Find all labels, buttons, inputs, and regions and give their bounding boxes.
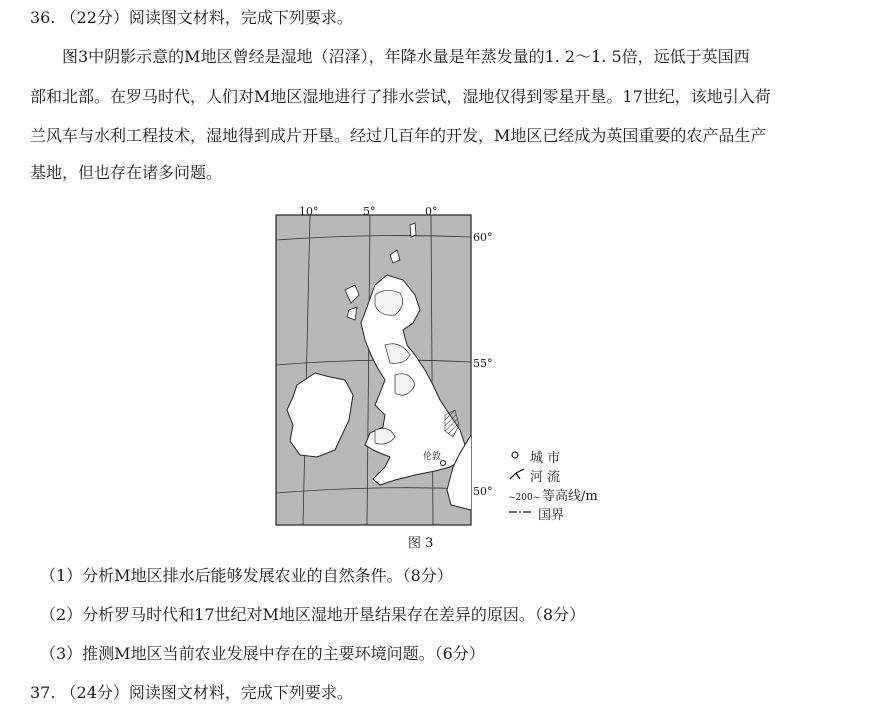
sub-question-3: （3）推测M地区当前农业发展中存在的主要环境问题。（6分） [40,644,485,663]
lat-label-60: 60° [473,231,493,244]
material-paragraph-line-4: 基地，但也存在诸多问题。 [30,163,223,182]
city-icon [508,448,530,466]
london-label: 伦敦 [423,452,442,462]
material-paragraph-line-2: 部和北部。在罗马时代，人们对M地区湿地进行了排水尝试，湿地仅得到零星开垦。17世纪，该地引入荷 [30,87,771,106]
sub-question-1: （1）分析M地区排水后能够发展农业的自然条件。（8分） [40,566,453,585]
legend-border: 国界 [508,504,564,523]
figure-caption: 图 3 [408,536,434,551]
figure-3-map [275,205,520,545]
legend-city: 城 市 [508,447,560,466]
london-city-icon [441,461,446,466]
contour-icon: ~200~ [508,493,541,503]
question-36-heading: 36. （22分）阅读图文材料，完成下列要求。 [30,8,353,27]
sub-question-2: （2）分析罗马时代和17世纪对M地区湿地开垦结果存在差异的原因。（8分） [40,605,586,624]
lat-label-50: 50° [473,485,493,498]
lat-label-55: 55° [473,357,493,370]
legend-contour: ~200~ 等高线/m [508,489,598,504]
lon-label-0: 0° [425,205,438,218]
lon-label-10: 10° [299,205,319,218]
lon-label-5: 5° [363,205,376,218]
question-37-heading: 37. （24分）阅读图文材料，完成下列要求。 [30,683,353,702]
border-icon [508,505,538,523]
material-paragraph-line-1: 图3中阴影示意的M地区曾经是湿地（沼泽），年降水量是年蒸发量的1. 2～1. 5倍，远低于英国西 [30,47,750,66]
material-paragraph-line-3: 兰风车与水利工程技术，湿地得到成片开垦。经过几百年的开发，M地区已经成为英国重要的农产品生产 [30,126,767,145]
river-icon [508,467,530,485]
legend-river: 河 流 [508,466,560,485]
